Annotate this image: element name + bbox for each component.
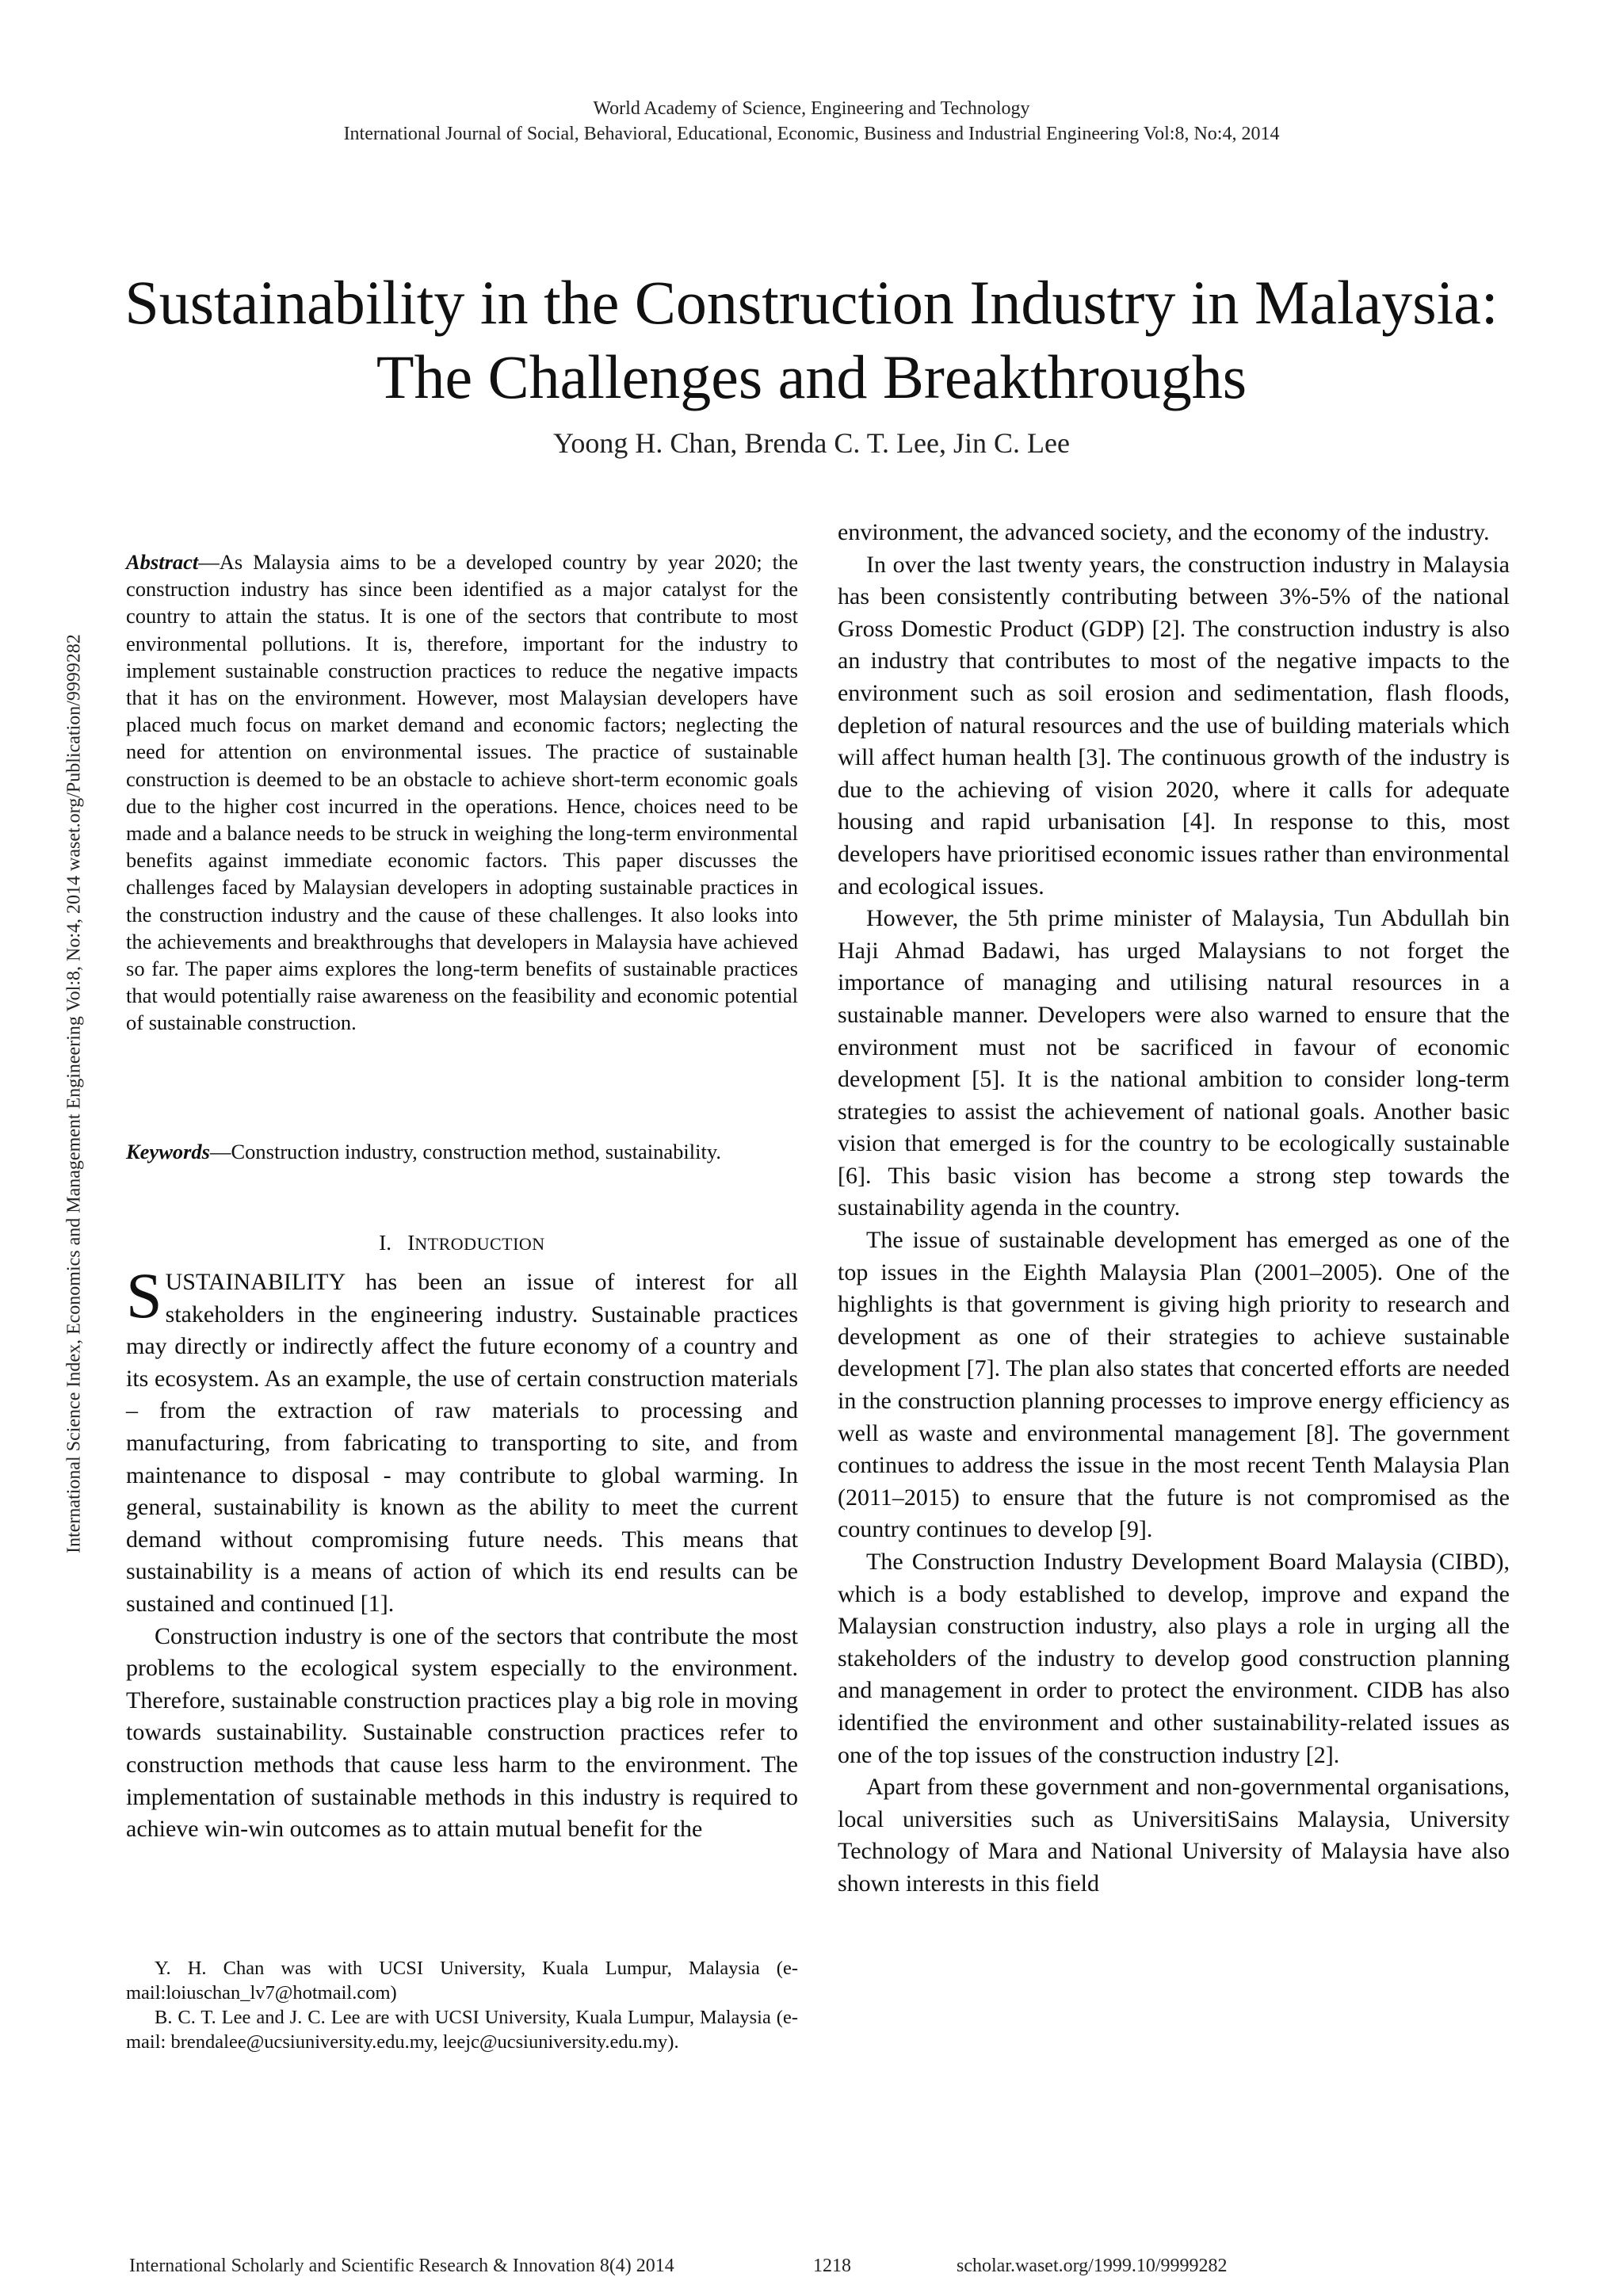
- right-paragraph-2: In over the last twenty years, the construction industry in Malaysia has been consistently contributing between 3%-5% of the national Gross Domestic Product (GDP) [2]. The construction industry is also an industry that contributes to most of the negative impacts to the environment such as soil erosion and sedimentation, flash floods, depletion of natural resources and the use of building materials which will affect human health [3]. The continuous growth of the industry is due to the achieving of vision 2020, where it calls for adequate housing and rapid urbanisation [4]. In response to this, most developers have prioritised economic issues rather than environmental and ecological issues.: [838, 551, 1510, 900]
- right-paragraph-3: However, the 5th prime minister of Malaysia, Tun Abdullah bin Haji Ahmad Badawi, has urged Malaysians to not forget the importance of managing and utilising natural resources in a sustainable manner. Developers were also warned to ensure that the environment must not be sacrificed in favour of economic development [5]. It is the national ambition to consider long-term strategies to assist the achievement of national goals. Another basic vision that emerged is for the country to be ecologically sustainable [6]. This basic vision has become a strong step towards the sustainability agenda in the country.: [838, 905, 1510, 1221]
- footer-doi-link[interactable]: scholar.waset.org/1999.10/9999282: [957, 2256, 1228, 2276]
- right-paragraph-1: environment, the advanced society, and the economy of the industry.: [838, 519, 1490, 545]
- section-title-rest: NTRODUCTION: [414, 1234, 545, 1254]
- footer-publisher: International Scholarly and Scientific Research & Innovation 8(4) 2014: [129, 2256, 674, 2276]
- author-footnote: [126, 1956, 798, 2054]
- page-number: 1218: [813, 2256, 851, 2276]
- journal-publisher: World Academy of Science, Engineering and Technology: [593, 98, 1030, 119]
- drop-cap: S: [126, 1259, 162, 1331]
- intro-paragraph-1-text: USTAINABILITY has been an issue of interest for all stakeholders in the engineering industry. Sustainable practices may directly or indirectly affect the future economy of a country and its ecosystem. As an example, the use of certain construction materials – from the extraction of raw materials to processing and manufacturing, from fabricating to transporting to site, and from maintenance to disposal - may contribute to global warming. In general, sustainability is known as the ability to meet the current demand without compromising future needs. This means that sustainability is a means of action of which its end results can be sustained and continued [1].: [126, 1269, 798, 1617]
- right-paragraph-4: The issue of sustainable development has emerged as one of the top issues in the Eighth Malaysia Plan (2001–2005). One of the highlights is that government is giving high priority to research and development as one of their strategies to achieve sustainable development [7]. The plan also states that concerted efforts are needed in the construction planning processes to improve energy efficiency as well as waste and environmental management [8]. The government continues to address the issue in the most recent Tenth Malaysia Plan (2011–2015) to ensure that the future is not compromised as the country continues to develop [9].: [838, 1227, 1510, 1543]
- authors: Yoong H. Chan, Brenda C. T. Lee, Jin C. Lee: [553, 427, 1070, 459]
- keywords: [126, 1138, 798, 1165]
- journal-name: International Journal of Social, Behavioral, Educational, Economic, Business and Industrial Engineering Vol:8, No:4, 2014: [343, 124, 1280, 144]
- right-column: [838, 517, 1510, 1901]
- keywords-label: Keywords: [126, 1140, 210, 1163]
- abstract-label: Abstract: [126, 550, 199, 574]
- right-paragraph-5: The Construction Industry Development Board Malaysia (CIBD), which is a body established to develop, improve and expand the Malaysian construction industry, also plays a role in urging all the stakeholders of the industry to develop good construction planning and management in order to protect the environment. CIDB has also identified the environment and other sustainability-related issues as one of the top issues of the construction industry [2].: [838, 1549, 1510, 1768]
- abstract: [126, 548, 798, 1037]
- right-paragraph-6: Apart from these government and non-governmental organisations, local universities such as UniversitiSains Malaysia, University Technology of Mara and National University of Malaysia have also shown interests in this field: [838, 1774, 1510, 1897]
- paper-title-line1: Sustainability in the Construction Industry in Malaysia:: [124, 268, 1499, 337]
- footnote-1: Y. H. Chan was with UCSI University, Kuala Lumpur, Malaysia (e-mail:loiuschan_lv7@hotmail.com): [126, 1958, 798, 2004]
- side-margin-citation: International Science Index, Economics and Management Engineering Vol:8, No:4, 2014 waset.org/Publication/9999282: [63, 634, 85, 1553]
- paper-title-line2: The Challenges and Breakthroughs: [376, 342, 1247, 411]
- footnote-2: B. C. T. Lee and J. C. Lee are with UCSI University, Kuala Lumpur, Malaysia (e-mail: brendalee@ucsiuniversity.edu.my, leejc@ucsiuniversity.edu.my).: [126, 2007, 798, 2053]
- section-heading: [126, 1231, 798, 1255]
- intro-paragraph-2: Construction industry is one of the sectors that contribute the most problems to the ecological system especially to the environment. Therefore, sustainable construction practices play a big role in moving towards sustainability. Sustainable construction practices refer to construction methods that cause less harm to the environment. The implementation of sustainable methods in this industry is required to achieve win-win outcomes as to attain mutual benefit for the: [126, 1622, 798, 1843]
- abstract-text: —As Malaysia aims to be a developed country by year 2020; the construction industry has since been identified as a major catalyst for the country to attain the status. It is one of the sectors that contribute to most environmental pollutions. It is, therefore, important for the industry to implement sustainable construction practices to reduce the negative impacts that it has on the environment. However, most Malaysian developers have placed much focus on market demand and economic factors; neglecting the need for attention on environmental issues. The practice of sustainable construction is deemed to be an obstacle to achieve short-term economic goals due to the higher cost incurred in the operations. Hence, choices need to be made and a balance needs to be struck in weighing the long-term environmental benefits against immediate economic factors. This paper discusses the challenges faced by Malaysian developers in adopting sustainable practices in the construction industry and the cause of these challenges. It also looks into the achievements and breakthroughs that developers in Malaysia have achieved so far. The paper aims explores the long-term benefits of sustainable practices that would potentially raise awareness on the feasibility and economic potential of sustainable construction.: [126, 550, 798, 1035]
- keywords-text: —Construction industry, construction method, sustainability.: [210, 1140, 722, 1163]
- section-numeral: I.: [379, 1231, 392, 1255]
- intro-paragraph-1: [126, 1259, 798, 1621]
- introduction-text: [126, 1259, 798, 1846]
- section-title-initial: I: [407, 1231, 415, 1255]
